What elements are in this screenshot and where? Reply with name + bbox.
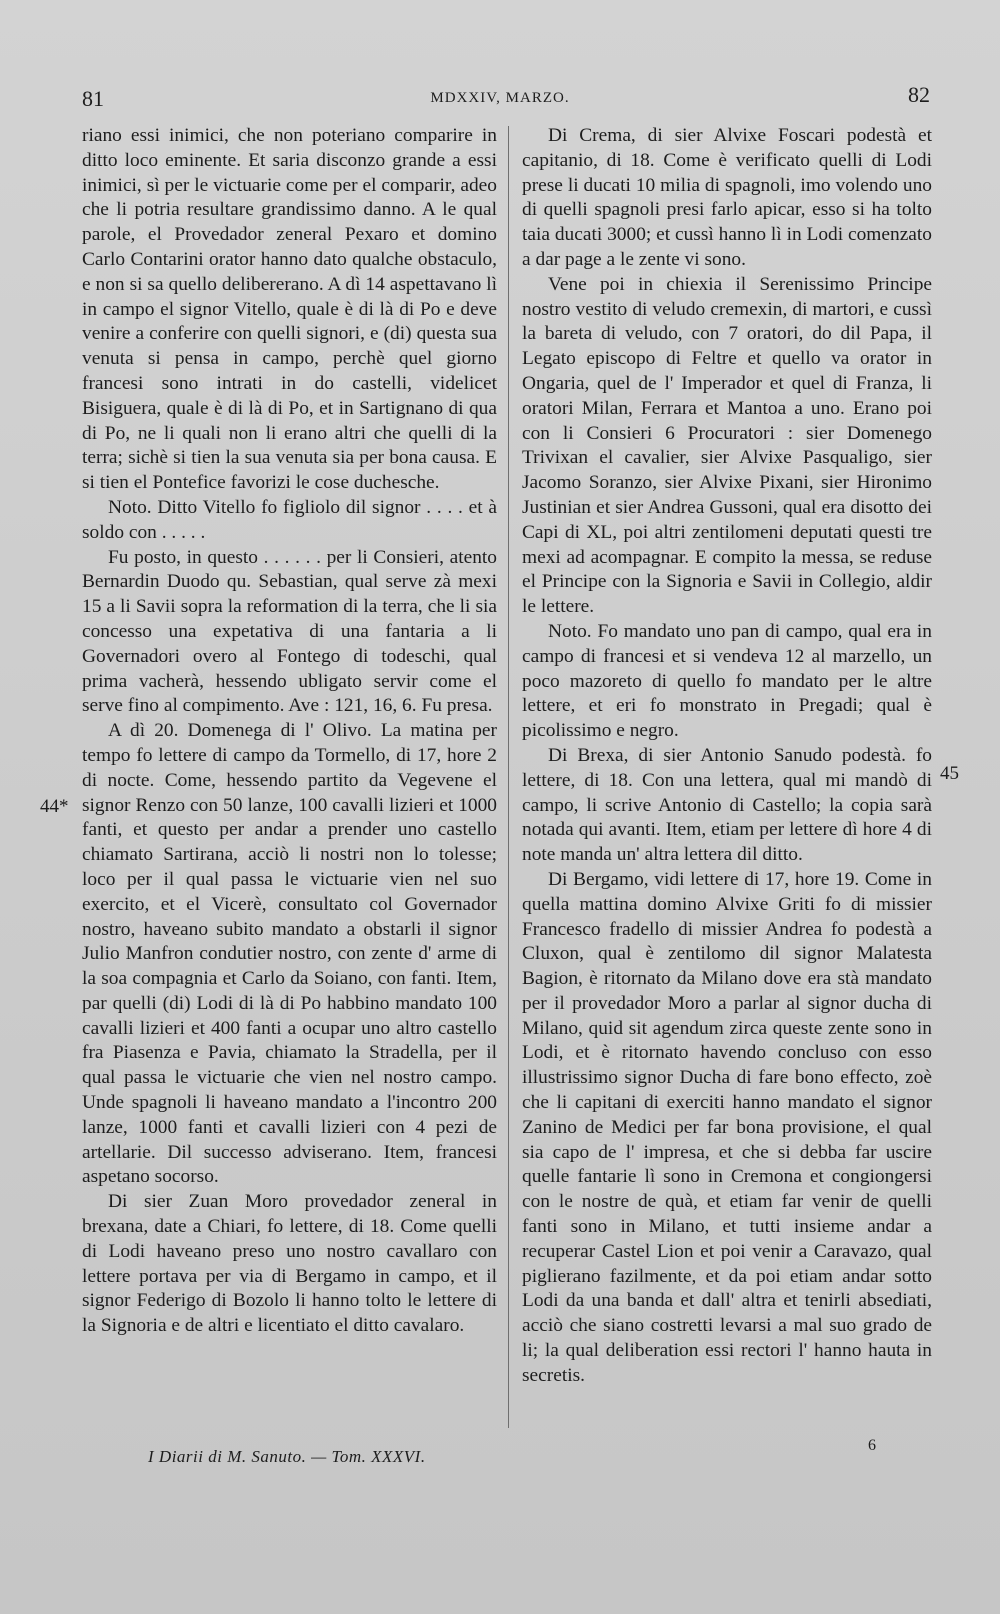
paragraph: A dì 20. Domenega di l' Olivo. La matina per tempo fo lettere di campo da Tormello, di 17, hore 2 di nocte. Come, hessendo partito da Vegevene el signor Renzo con 50 lanze, 100 cavalli lizieri et 1000 fanti, et questo per andar a prender uno castello chiamato Sartirana, acciò li nostri non lo tolesse; loco per il qual passa le victuarie vien nel suo exercito, et el Vicerè, consultato col Governador nostro, haveano subito mandato a obstarli il signor Julio Manfron condutier nostro, con zente d' arme di la soa compagnia et Carlo da Soiano, con fanti. Item, par quelli (di) Lodi di là di Po habbino mandato 100 cavalli lizieri et 400 fanti a ocupar uno altro castello fra Piasenza e Pavia, chiamato la Stradella, per il qual passa le victuarie che vien nel nostro campo. Unde spagnoli li haveano mandato a l'incontro 200 lanze, 1000 fanti et cavalli lizieri con 4 pezi de artellarie. Dil successo adviserano. Item, francesi aspetano socorso. — [82, 720, 497, 1188]
paragraph: Di Bergamo, vidi lettere di 17, hore 19. Come in quella mattina domino Alvixe Griti fo di missier Francesco fradello di missier Andrea fo podestà a Cluxon, qual è zentilomo dil signor Malatesta Bagion, è ritornato da Milano dove era stà mandato per il provedador Moro a parlar al signor ducha di Milano, quid sit agendum zirca queste zente sono in Lodi, et è ritornato havendo concluso con esso illustrissimo signor Ducha di fare bono effecto, zoè che li capitani di exerciti hanno mandato el signor Zanino de Medici per far bona provisione, el qual sia capo de l' impresa, et che si debba far uscire quelle fantarie lì sono in Cremona et congiongersi con le nostre de quà, et etiam far venir de quelli fanti sono in Milano, et tutti insieme andar a recuperar Castel Lion et poi venir a Caravazo, qual piglierano fazilmente, et da poi etiam andar sotto Lodi da una banda et dall' altra et tenirli absediati, acciò che siano costretti levarsi a mal suo grado de li; la qual deliberation essi rectori l' hanno hauta in secretis. — [522, 868, 932, 1386]
paragraph: Di sier Zuan Moro provedador zeneral in brexana, date a Chiari, fo lettere, di 18. Come quelli di Lodi haveano preso uno nostro cavallaro con lettere portava per via di Bergamo in campo, et il signor Federigo di Bozolo li hanno tolto le lettere di la Signoria e de altri e licentiato el ditto cavalaro. — [82, 1191, 497, 1337]
signature-mark: 6 — [868, 1437, 876, 1454]
paragraph: Di Crema, di sier Alvixe Foscari podestà et capitanio, di 18. Come è verificato quelli di Lodi prese li ducati 10 milia di spagnoli, imo volendo uno di quelli spagnoli presi farlo apicar, esso si ha tolto taia ducati 3000; et cussì hanno lì in Lodi comenzato a dar page a le zente vi sono. — [522, 125, 932, 270]
paragraph: Noto. Ditto Vitello fo figliolo dil signor . . . . et à soldo con . . . . . — [82, 496, 497, 543]
left-column — [82, 124, 497, 1339]
paragraph: Vene poi in chiexia il Serenissimo Principe nostro vestito di veludo cremexin, di martori, e cussì la bareta di veludo, con 7 oratori, do dil Papa, il Legato episcopo di Feltre et quello va orator in Ongaria, quel de l' Imperador et quel di Franza, li oratori Milan, Ferrara et Mantoa a uno. Erano poi con li Consieri 6 Procuratori : sier Domenego Trivixan el cavalier, sier Alvixe Pasqualigo, sier Jacomo Soranzo, sier Alvixe Pixani, sier Hironimo Justinian et sier Andrea Gussoni, qual era disotto dei Capi di XL, poi altri zentilomeni deputati questi tre mexi ad acompagnar. E compito la messa, se reduse el Principe con la Signoria e Savii in Collegio, aldir le lettere. — [522, 273, 932, 618]
page-number-left: 81 — [82, 86, 104, 111]
margin-number-left: 44* — [40, 796, 69, 817]
column-rule — [508, 126, 509, 1428]
page-number-right: 82 — [908, 82, 930, 107]
paragraph: Noto. Fo mandato uno pan di campo, qual era in campo di francesi et si vendeva 12 al marzello, un poco mazoreto di quello fo mandato per le altre lettere, et eri fo monstrato in Pregadi; qual è picolissimo e negro. — [522, 620, 932, 742]
footer-title: I Diarii di M. Sanuto. — Tom. XXXVI. — [148, 1447, 426, 1466]
paragraph: Di Brexa, di sier Antonio Sanudo podestà. fo lettere, di 18. Con una lettera, qual mi mandò di campo, li scrive Antonio di Castello; la copia sarà notada qui avanti. Item, etiam per lettere dì hore 4 di note manda un' altra lettera dil ditto. — [522, 744, 932, 866]
margin-number-right: 45 — [940, 763, 959, 784]
running-title: MDXXIV, MARZO. — [430, 90, 570, 106]
paragraph: riano essi inimici, che non poteriano comparire in ditto loco eminente. Et saria disconzo grande a essi inimici, sì per le victuarie come per el comparir, adeo che li potria resultare grandissimo danno. A le qual parole, el Provedador zeneral Pexaro et domino Carlo Contarini orator hanno dato qualche obstaculo, e non si sa quello delibererano. A dì 14 aspettavano lì in campo el signor Vitello, quale è di là di Po e deve venire a conferire con quelli signori, e (di) questa sua venuta si pensa in campo, perchè quel giorno francesi sono intrati in do castelli, videlicet Bisiguera, quale è di là di Po, et in Sartignano di qua di Po, ne li quali non li erano altri che quelli di la terra; sichè si tien la sua venuta sia per bona causa. E si tien el Pontefice favorizi le cose duchesche. — [82, 125, 497, 494]
paragraph: Fu posto, in questo . . . . . . per li Consieri, atento Bernardin Duodo qu. Sebastian, qual serve zà mexi 15 a li Savii sopra la reformation di la terra, che li sia concesso una expetativa di una fantaria a li Governadori overo al Fontego di todeschi, qual prima vacherà, hessendo ubligato servir come el serve fino al compimento. Ave : 121, 16, 6. Fu presa. — [82, 546, 497, 717]
right-column — [522, 124, 932, 1389]
